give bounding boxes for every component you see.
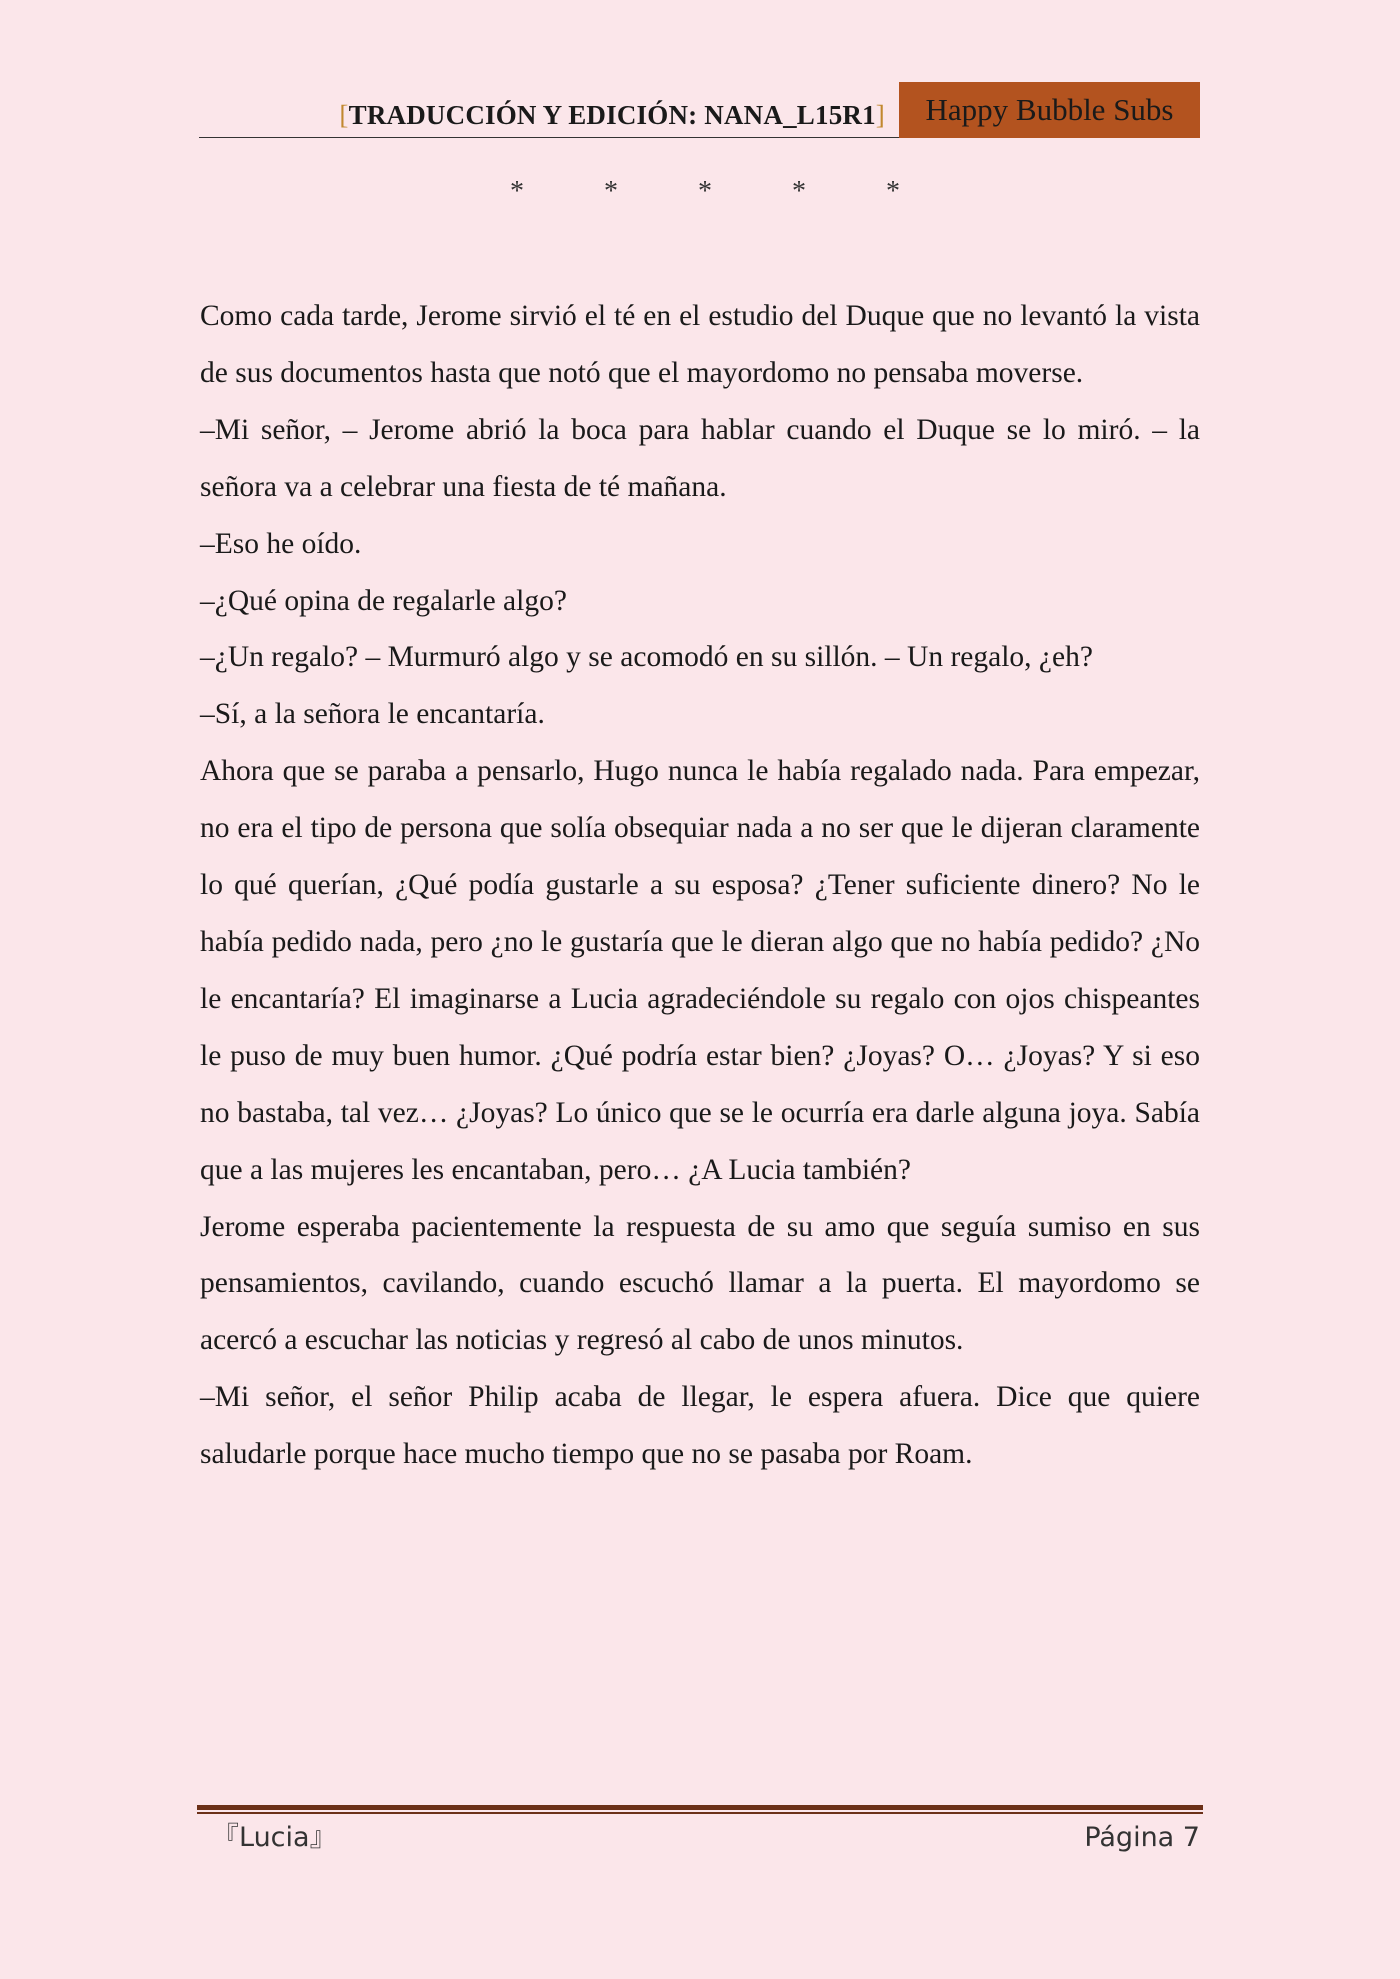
body-text [200, 288, 1200, 1483]
separator-star: * [698, 176, 712, 207]
header-credit [199, 82, 899, 138]
paragraph: –Sí, a la señora le encantaría. [200, 698, 545, 731]
paragraph: Como cada tarde, Jerome sirvió el té en el estudio del Duque que no levantó la vista de sus documentos hasta que notó que el mayordomo no pensaba moverse. [200, 300, 1200, 389]
footer-rule-thin [197, 1812, 1203, 1814]
separator-star: * [792, 176, 806, 207]
paragraph: –¿Un regalo? – Murmuró algo y se acomodó en su sillón. – Un regalo, ¿eh? [200, 641, 1093, 674]
header-bracket-open: [ [339, 100, 349, 130]
paragraph: –Mi señor, el señor Philip acaba de llegar, le espera afuera. Dice que quiere saludarle porque hace mucho tiempo que no se pasaba por Roam. [200, 1381, 1200, 1471]
paragraph: Ahora que se paraba a pensarlo, Hugo nunca le había regalado nada. Para empezar, no era el tipo de persona que solía obsequiar nada a no ser que le dijeran claramente lo qué querían, ¿Qué podía gustarle a su esposa? ¿Tener suficiente dinero? No le había pedido nada, pero ¿no le gustaría que le dieran algo que no había pedido? ¿No le encantaría? El imaginarse a Lucia agradeciéndole su regalo con ojos chispeantes le puso de muy buen humor. ¿Qué podría estar bien? ¿Joyas? O… ¿Joyas? Y si eso no bastaba, tal vez… ¿Joyas? Lo único que se le ocurría era darle alguna joya. Sabía que a las mujeres les encantaban, pero… ¿A Lucia también? [200, 755, 1200, 1186]
header-title: TRADUCCIÓN Y EDICIÓN: NANA_L15R1 [348, 100, 876, 130]
separator-star: * [604, 176, 618, 207]
paragraph: –Eso he oído. [200, 527, 362, 560]
paragraph: Jerome esperaba pacientemente la respuesta de su amo que seguía sumiso en sus pensamientos, cavilando, cuando escuchó llamar a la puerta. El mayordomo se acercó a escuchar las noticias y regresó al cabo de unos minutos. [200, 1210, 1200, 1357]
header-brand: Happy Bubble Subs [899, 82, 1200, 138]
separator-star: * [886, 176, 900, 207]
footer-book-title: 『Lucia』 [212, 1822, 337, 1853]
header-bracket-close: ] [875, 100, 885, 130]
page-header [199, 82, 1200, 138]
paragraph: –Mi señor, – Jerome abrió la boca para hablar cuando el Duque se lo miró. – la señora va a celebrar una fiesta de té mañana. [200, 413, 1200, 503]
paragraph: –¿Qué opina de regalarle algo? [200, 584, 567, 617]
footer-page-number: Página 7 [1084, 1822, 1200, 1853]
header-credit-text [339, 100, 885, 131]
separator-star: * [510, 176, 524, 207]
scene-separator [510, 176, 900, 208]
footer-rule [197, 1805, 1203, 1810]
